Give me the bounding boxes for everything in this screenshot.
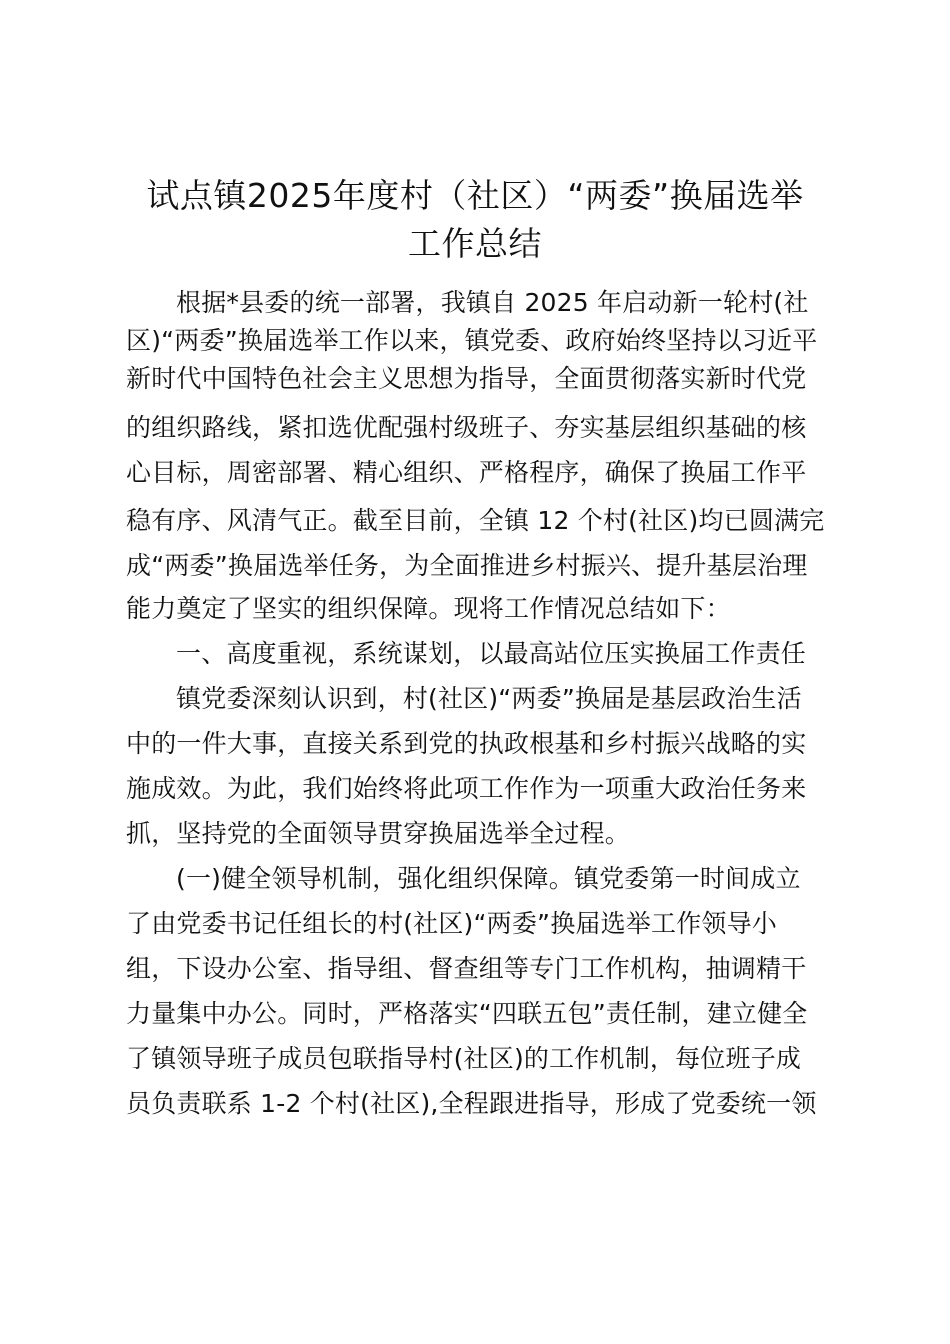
document-title-line-2: 工作总结 — [408, 224, 542, 263]
paragraph-line: 组，下设办公室、指导组、督查组等专门工作机构，抽调精干 — [126, 954, 807, 983]
paragraph-line: 的组织路线，紧扣选优配强村级班子、夯实基层组织基础的核 — [126, 413, 807, 442]
paragraph-line: 镇党委深刻认识到，村(社区)“两委”换届是基层政治生活 — [176, 684, 802, 713]
paragraph-line: 根据*县委的统一部署，我镇自 2025 年启动新一轮村(社 — [176, 288, 809, 317]
section-heading: 一、高度重视，系统谋划，以最高站位压实换届工作责任 — [176, 639, 807, 668]
paragraph-line: 力量集中办公。同时，严格落实“四联五包”责任制，建立健全 — [126, 999, 808, 1028]
paragraph-line: 了镇领导班子成员包联指导村(社区)的工作机制，每位班子成 — [126, 1044, 802, 1073]
paragraph-line: 员负责联系 1-2 个村(社区),全程跟进指导，形成了党委统一领 — [126, 1089, 817, 1118]
paragraph-line: 了由党委书记任组长的村(社区)“两委”换届选举工作领导小 — [126, 909, 778, 938]
paragraph-line: 施成效。为此，我们始终将此项工作作为一项重大政治任务来 — [126, 774, 807, 803]
document-title-line-1: 试点镇2025年度村（社区）“两委”换届选举 — [146, 176, 804, 215]
paragraph-line: 中的一件大事，直接关系到党的执政根基和乡村振兴战略的实 — [126, 729, 807, 758]
paragraph-line: 成“两委”换届选举任务，为全面推进乡村振兴、提升基层治理 — [126, 551, 808, 580]
paragraph-line: 心目标，周密部署、精心组织、严格程序，确保了换届工作平 — [126, 458, 807, 487]
paragraph-line: 区)“两委”换届选举工作以来，镇党委、政府始终坚持以习近平 — [126, 326, 818, 355]
paragraph-line: 抓，坚持党的全面领导贯穿换届选举全过程。 — [126, 819, 631, 848]
paragraph-line: 能力奠定了坚实的组织保障。现将工作情况总结如下： — [126, 594, 731, 623]
paragraph-line: 稳有序、风清气正。截至目前，全镇 12 个村(社区)均已圆满完 — [126, 506, 825, 535]
paragraph-line: (一)健全领导机制，强化组织保障。镇党委第一时间成立 — [176, 864, 801, 893]
paragraph-line: 新时代中国特色社会主义思想为指导，全面贯彻落实新时代党 — [126, 364, 807, 393]
